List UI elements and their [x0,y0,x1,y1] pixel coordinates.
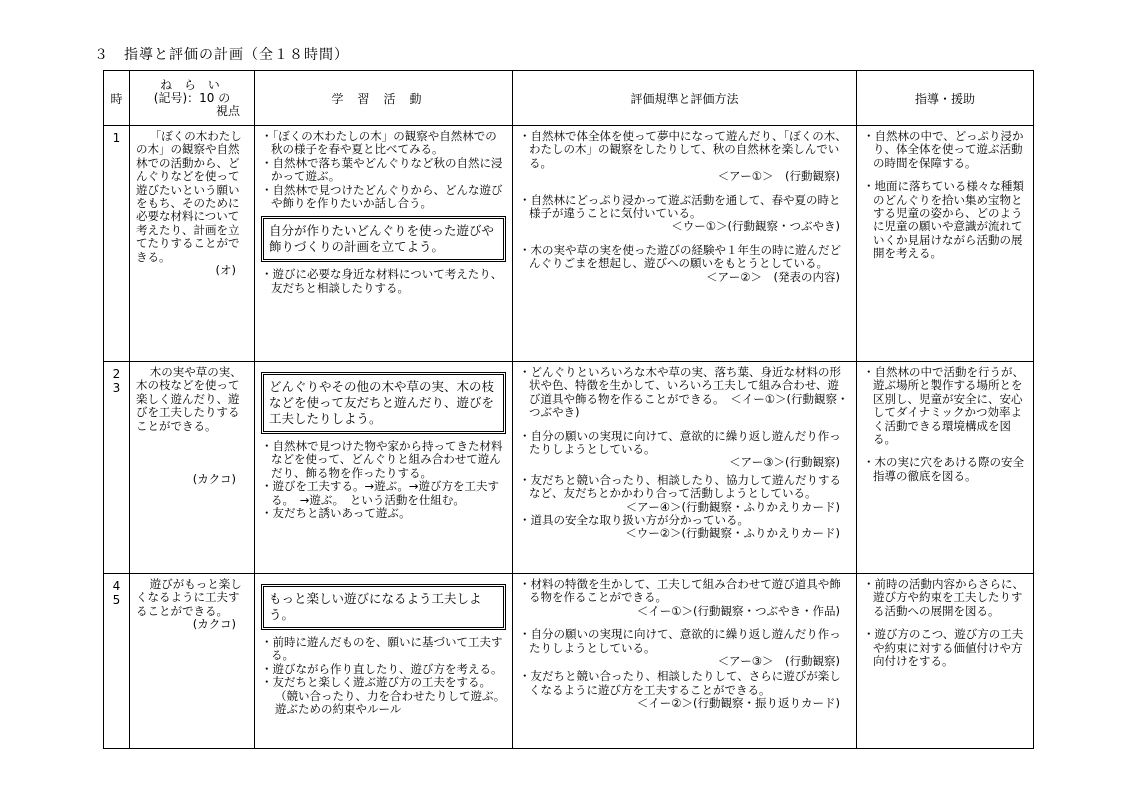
header-guidance: 指導・援助 [857,71,1034,126]
header-evaluation: 評価規準と評価方法 [513,71,857,126]
activity-item: ・ 友だちと誘いあって遊ぶ。 [261,507,506,520]
header-aim [130,71,255,126]
evaluation-item: ・ 友だちと競い合ったり、相談したり、協力して遊んだりするなど、友だちとかかわり合って活動しようとしている。 [519,474,850,501]
header-time: 時 [104,71,130,126]
activity-item: ・ 友だちと楽しく遊ぶ遊び方の工夫をする。 [261,676,506,689]
guidance-item: ・ 木の実に穴をあける際の安全指導の徹底を図る。 [863,456,1027,483]
activity-item: ・ 前時に遊んだものを、願いに基づいて工夫する。 [261,636,506,663]
activity-note: （競い合ったり、力を合わせたりして遊ぶ。遊ぶための約束やルール [275,688,506,717]
activity-item: ・ 遊びに必要な身近な材料について考えたり、友だちと相談したりする。 [261,268,506,295]
row-guidance [857,362,1034,574]
activity-goal-box: もっと楽しい遊びになるよう工夫しよう。 [261,584,506,630]
row-time-line: 2 [112,367,121,381]
evaluation-tag: ＜アー③＞ (行動観察) [717,654,840,669]
evaluation-tag: ＜アー③＞(行動観察) [729,455,840,470]
evaluation-tag: ＜アー④＞(行動観察・ふりかえりカード) [625,499,840,514]
evaluation-tag: ＜イー①＞(行動観察・つぶやき・作品) [636,603,840,618]
aim-tag: (カクコ) [192,617,236,632]
activity-goal-box: 自分が作りたいどんぐりを使った遊びや飾りづくりの計画を立てよう。 [261,216,506,262]
row-guidance [857,574,1034,749]
evaluation-tag: ＜アー①＞ (行動観察) [717,169,840,184]
evaluation-item: ・ 材料の特徴を生かして、工夫して組み合わせて遊び道具や飾る物を作ることができる。 [519,578,850,605]
row-activities [255,362,513,574]
row-time: 1 [104,126,130,362]
row-time-line: 5 [112,593,121,607]
guidance-item: ・ 地面に落ちている様々な種類のどんぐりを拾い集め宝物とする児童の姿から、どのように児童の願いや意識が流れていくか見届けながら活動の展開を考える。 [863,180,1027,260]
row-evaluations [513,126,857,362]
table-row [104,574,1034,749]
row-activities [255,574,513,749]
guidance-item: ・ 自然林の中で、どっぷり浸かり、体全体を使って遊ぶ活動の時間を保障する。 [863,130,1027,170]
row-time [104,362,130,574]
table-row [104,126,1034,362]
evaluation-tag: ＜イー②＞(行動観察・振り返りカード) [636,696,840,711]
evaluation-item: ・ どんぐりといろいろな木や草の実、落ち葉、身近な材料の形状や色、特徴を生かして、いろいろ工夫して組み合わせ、遊び道具や飾る物を作ることができる。 ＜イー①＞(行動観察・つぶやき) [519,366,850,420]
guidance-item: ・ 自然林の中で活動を行うが、遊ぶ場所と製作する場所とを区別し、児童が安全に、安心してダイナミックかつ効率よく活動できる環境構成を図る。 [863,366,1027,446]
evaluation-item: ・ 自分の願いの実現に向けて、意欲的に繰り返し遊んだり作ったりしようとしている。 [519,628,850,655]
evaluation-item: ・ 友だちと競い合ったり、相談したりして、さらに遊びが楽しくなるように遊び方を工夫することができる。 [519,670,850,697]
aim-tag: (オ) [215,263,236,278]
row-evaluations [513,574,857,749]
row-time [104,574,130,749]
evaluation-item: ・ 自然林で体全体を使って夢中になって遊んだり、「ぼくの木、わたしの木」の観察をしたりして、秋の自然林を楽しんでいる。 [519,130,850,170]
section-heading: ３ 指導と評価の計画（全１８時間） [94,47,349,63]
evaluation-tag: ＜ウー①＞(行動観察・つぶやき) [671,219,840,234]
header-aim-line1: ね ら い [160,77,224,92]
activity-item: ・ 自然林で見つけた物や家から持ってきた材料などを使って、どんぐりと組み合わせて遊んだり、飾る物を作ったりする。 [261,440,506,480]
header-aim-line3: 視点 [215,103,240,118]
header-activity: 学習活動 [255,71,513,126]
row-time-line: 4 [112,579,121,593]
activity-item: ・ 自然林で見つけたどんぐりから、どんな遊びや飾りを作りたいか話し合う。 [261,184,506,211]
evaluation-tag: ＜ウー②＞(行動観察・ふりかえりカード) [625,526,840,541]
plan-table [103,70,1034,749]
activity-goal-box: どんぐりやその他の木や草の実、木の枝などを使って友だちと遊んだり、遊びを工夫したりしよう。 [261,372,506,434]
row-guidance [857,126,1034,362]
activity-item: ・ 自然林で落ち葉やどんぐりなど秋の自然に浸かって遊ぶ。 [261,157,506,184]
evaluation-item: ・ 自然林にどっぷり浸かって遊ぶ活動を通して、春や夏の時と様子が違うことに気付いている。 [519,194,850,221]
activity-item: ・ 遊びながら作り直したり、遊び方を考える。 [261,663,506,676]
evaluation-tag: ＜アー②＞ (発表の内容) [706,269,840,284]
row-aim [130,126,255,362]
row-aim [130,574,255,749]
guidance-item: ・ 遊び方のこつ、遊び方の工夫や約束に対する価値付けや方向付けをする。 [863,628,1027,668]
aim-tag: (カクコ) [192,472,236,487]
row-aim [130,362,255,574]
row-time-line: 3 [112,381,121,395]
row-evaluations [513,362,857,574]
row-activities [255,126,513,362]
header-aim-line2: (記号)：10 の [153,90,231,105]
activity-item: ・ 遊びを工夫する。→遊ぶ。→遊び方を工夫する。 →遊ぶ。 という活動を仕組む。 [261,480,506,507]
activity-item: ・ 「ぼくの木わたしの木」の観察や自然林での秋の様子を春や夏と比べてみる。 [261,130,506,157]
evaluation-item: ・ 木の実や草の実を使った遊びの経験や１年生の時に遊んだどんぐりごまを想起し、遊びへの願いをもとうとしている。 [519,244,850,271]
evaluation-item: ・ 自分の願いの実現に向けて、意欲的に繰り返し遊んだり作ったりしようとしている。 [519,430,850,457]
table-row [104,362,1034,574]
header-row [104,71,1034,126]
aim-text: 木の実や草の実、木の枝などを使って楽しく遊んだり、遊びを工夫したりすることができる。 [136,365,242,433]
aim-text: 「ぼくの木わたしの木」の観察や自然林での活動から、どんぐりなどを使って遊びたいという願いをもち、そのために必要な材料について考えたり、計画を立てたりすることができる。 [136,129,242,264]
evaluation-item: ・ 道具の安全な取り扱い方が分かっている。 [519,514,850,527]
aim-text: 遊びがもっと楽しくなるように工夫することができる。 [136,577,242,618]
guidance-item: ・ 前時の活動内容からさらに、遊び方や約束を工夫したりする活動への展開を図る。 [863,578,1027,618]
